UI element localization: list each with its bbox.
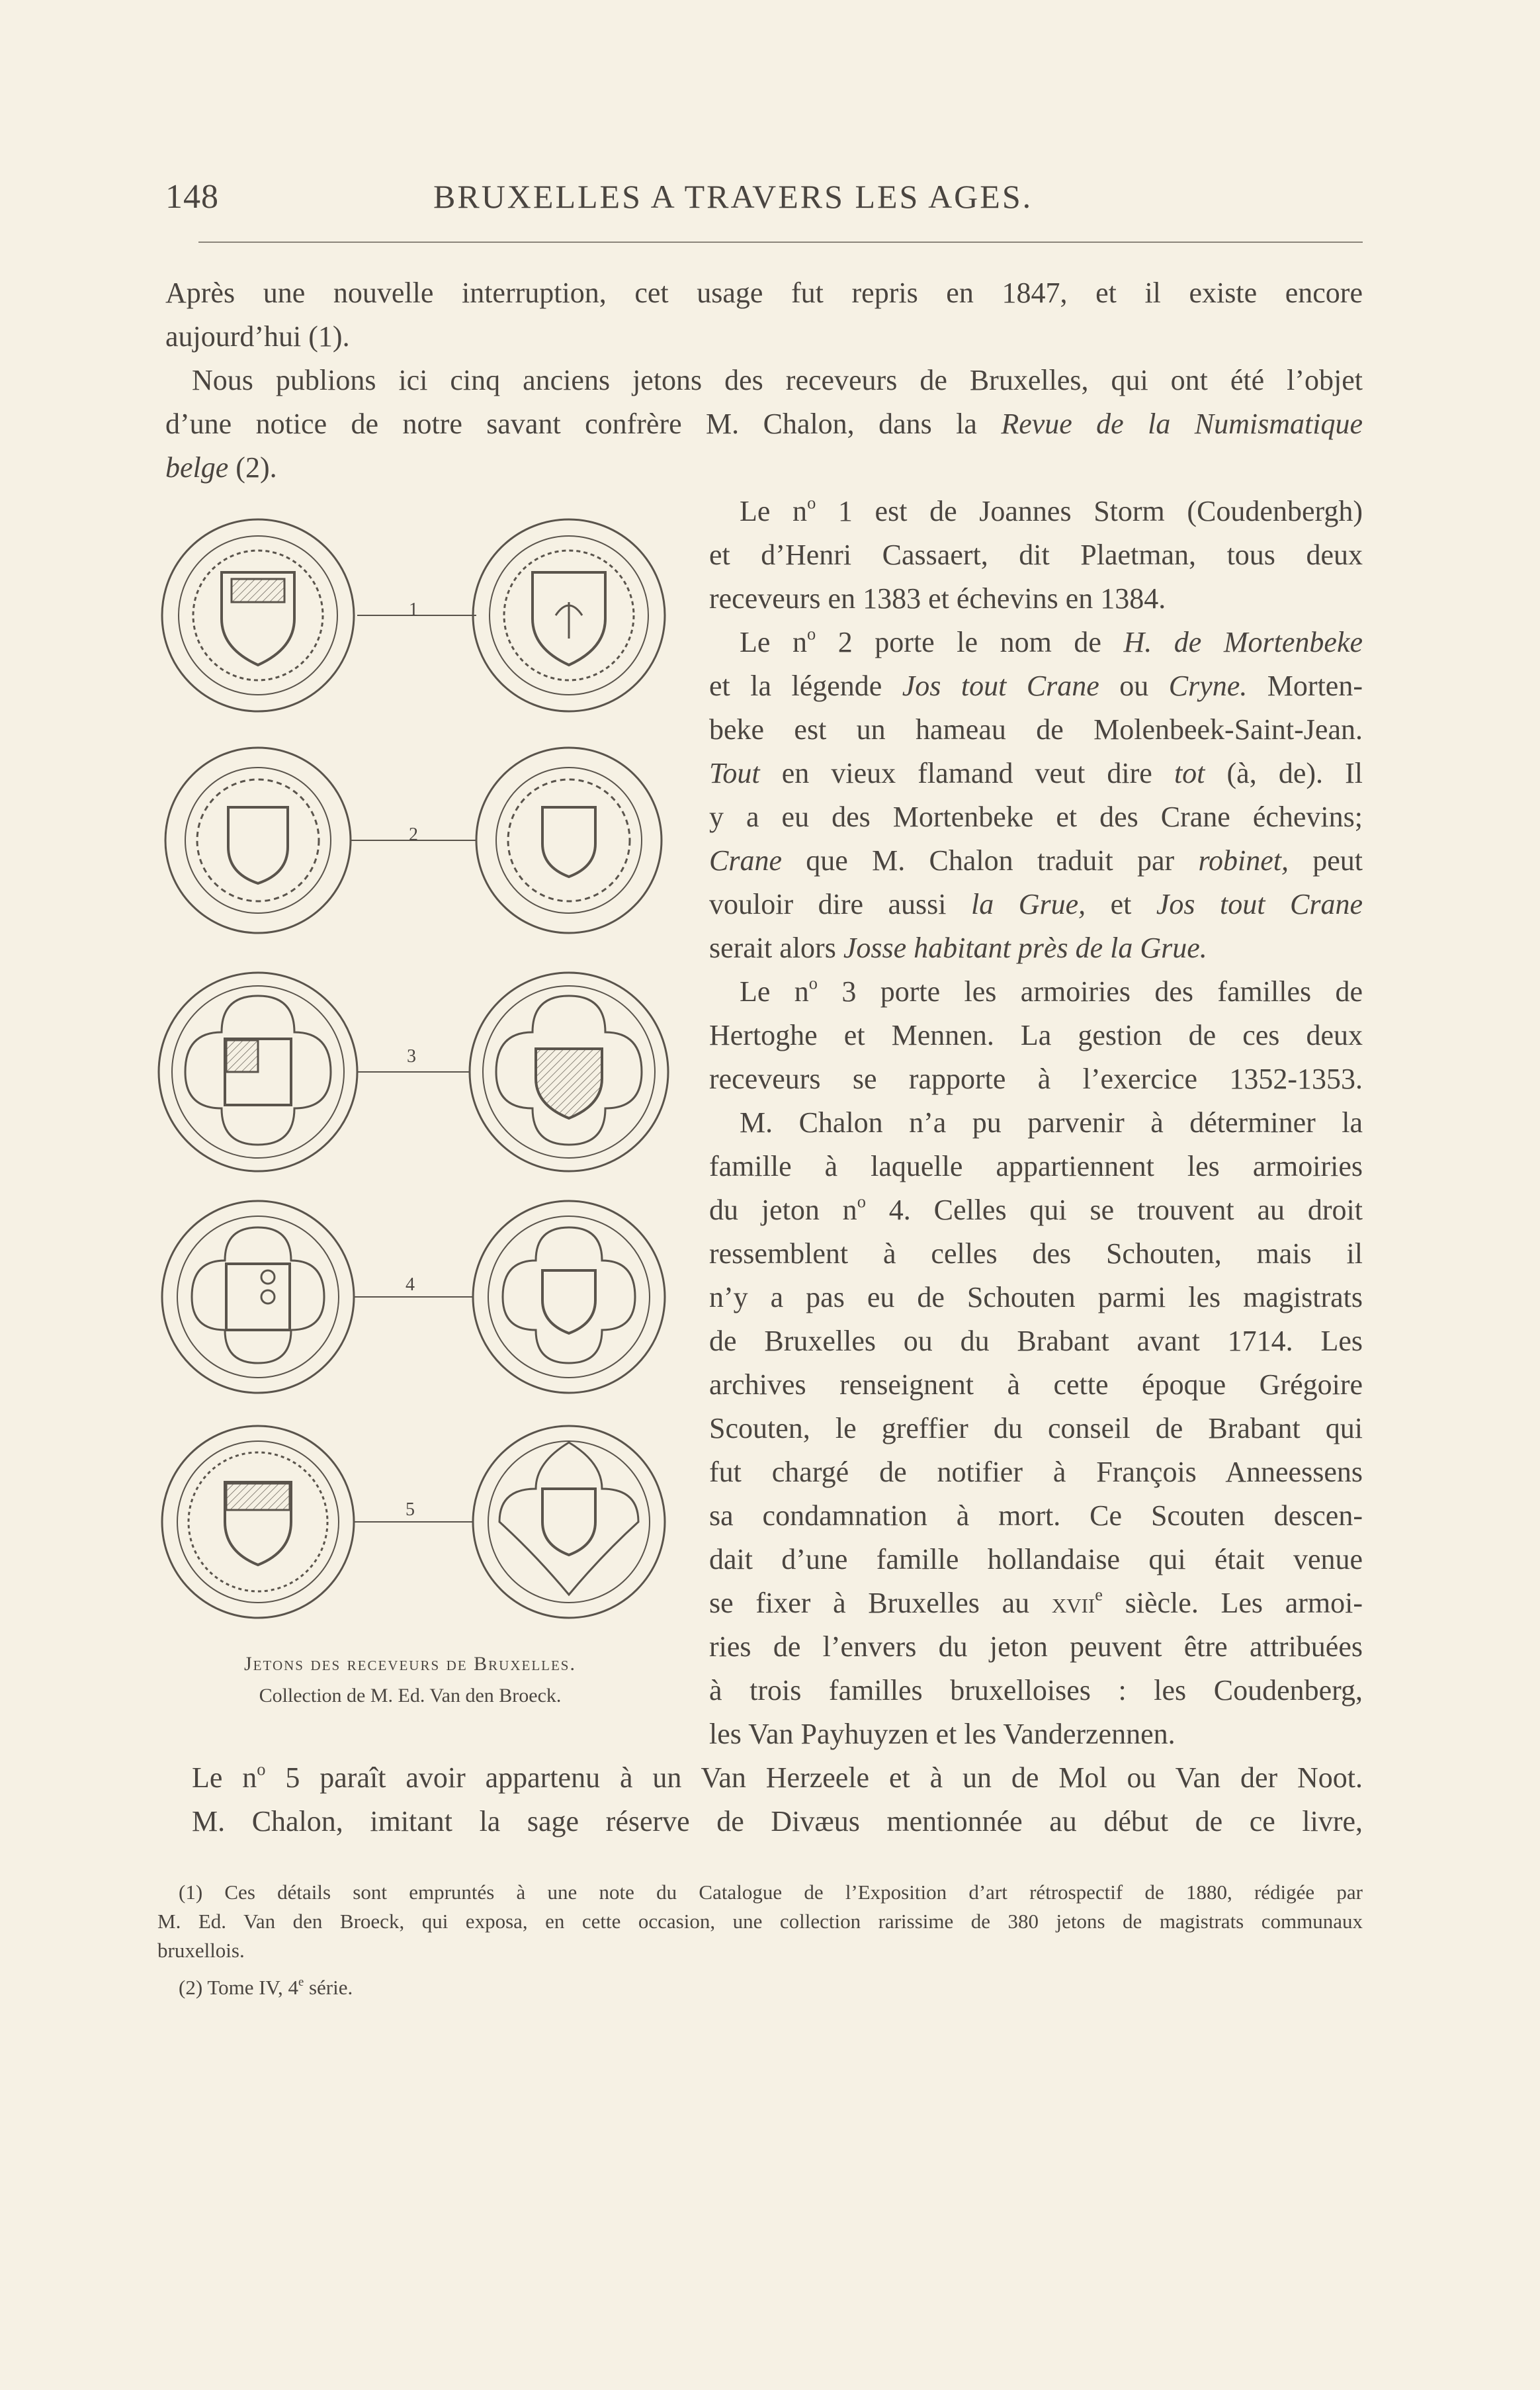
- intro-line-5: belge (2).: [165, 451, 277, 484]
- right-line-27: ries de l’envers du jeton peuvent être attribuées: [709, 1630, 1363, 1663]
- jeton-2-reverse: [476, 748, 662, 933]
- right-line-28: à trois familles bruxelloises : les Coudenberg,: [709, 1674, 1363, 1706]
- footnote-1-line-1: (1) Ces détails sont empruntés à une note du Catalogue de l’Exposition d’art rétrospectif de 1880, rédigée par: [179, 1881, 1363, 1904]
- right-line-23: fut chargé de notifier à François Anneessens: [709, 1456, 1363, 1488]
- jeton-number-4: 4: [406, 1274, 415, 1295]
- right-line-7: Tout en vieux flamand veut dire tot (à, de). Il: [709, 757, 1363, 789]
- right-line-12: Le $n^o$ 3 porte les armoiries des familles de: [740, 973, 1363, 1008]
- right-line-29: les Van Payhuyzen et les Vanderzennen.: [709, 1718, 1176, 1750]
- jeton-3-reverse: [470, 973, 668, 1171]
- right-line-14: receveurs se rapporte à l’exercice 1352-1353.: [709, 1063, 1363, 1095]
- right-line-16: famille à laquelle appartiennent les armoiries: [709, 1150, 1363, 1182]
- right-line-6: beke est un hameau de Molenbeek-Saint-Jean.: [709, 713, 1363, 746]
- right-line-9: Crane que M. Chalon traduit par robinet, peut: [709, 844, 1363, 877]
- page-number: 148: [165, 178, 219, 216]
- jetons-illustration: [152, 509, 675, 1648]
- jeton-number-2: 2: [409, 824, 418, 845]
- figure-caption-collection: Collection de M. Ed. Van den Broeck.: [259, 1685, 562, 1706]
- jeton-number-1: 1: [409, 599, 418, 620]
- jeton-3-obverse: [159, 973, 357, 1171]
- right-line-22: Scouten, le greffier du conseil de Brabant qui: [709, 1412, 1363, 1444]
- right-line-24: sa condamnation à mort. Ce Scouten descen-: [709, 1499, 1363, 1532]
- jeton-1-reverse: [473, 519, 665, 711]
- closing-line-1: Le $n^o$ 5 paraît avoir appartenu à un Van Herzeele et à un de Mol ou Van der Noot.: [192, 1759, 1363, 1794]
- running-title: BRUXELLES A TRAVERS LES AGES.: [433, 178, 1033, 215]
- right-line-1: Le $n^o$ 1 est de Joannes Storm (Coudenbergh): [740, 492, 1363, 527]
- intro-line-4: d’une notice de notre savant confrère M. Chalon, dans la Revue de la Numismatique: [165, 408, 1363, 440]
- right-line-2: et d’Henri Cassaert, dit Plaetman, tous deux: [709, 539, 1363, 571]
- right-line-21: archives renseignent à cette époque Grégoire: [709, 1368, 1363, 1401]
- right-line-25: dait d’une famille hollandaise qui était venue: [709, 1543, 1363, 1575]
- footnote-2: (2) Tome IV, 4e série.: [179, 1974, 353, 1999]
- intro-line-1: Après une nouvelle interruption, cet usage fut repris en 1847, et il existe encore: [165, 277, 1363, 309]
- right-line-11: serait alors Josse habitant près de la Grue.: [709, 932, 1207, 964]
- footnote-1-line-2: M. Ed. Van den Broeck, qui exposa, en cette occasion, une collection rarissime de 380 jetons de magistrats communaux: [157, 1910, 1363, 1933]
- right-line-17: du jeton $n^o$ 4. Celles qui se trouvent au droit: [709, 1191, 1363, 1226]
- right-line-10: vouloir dire aussi la Grue, et Jos tout Crane: [709, 888, 1363, 920]
- jeton-4-obverse: [162, 1201, 354, 1393]
- intro-line-2: aujourd’hui (1).: [165, 320, 350, 353]
- jeton-5-reverse: [473, 1426, 665, 1618]
- right-line-13: Hertoghe et Mennen. La gestion de ces deux: [709, 1019, 1363, 1051]
- jeton-1-obverse: [162, 519, 354, 711]
- figure-caption-title: Jetons des receveurs de Bruxelles.: [244, 1653, 576, 1675]
- right-line-18: ressemblent à celles des Schouten, mais il: [709, 1237, 1363, 1270]
- footnote-1-line-3: bruxellois.: [157, 1939, 245, 1962]
- jeton-4-reverse: [473, 1201, 665, 1393]
- right-line-5: et la légende Jos tout Crane ou Cryne. Morten-: [709, 670, 1363, 702]
- right-line-4: Le $n^o$ 2 porte le nom de H. de Mortenbeke: [740, 623, 1363, 658]
- right-line-3: receveurs en 1383 et échevins en 1384.: [709, 582, 1166, 615]
- right-line-8: y a eu des Mortenbeke et des Crane échevins;: [709, 801, 1363, 833]
- jeton-number-5: 5: [406, 1499, 415, 1520]
- right-line-26: se fixer à Bruxelles au xvii$^e$ siècle. Les armoi-: [709, 1584, 1363, 1619]
- intro-line-3: Nous publions ici cinq anciens jetons des receveurs de Bruxelles, qui ont été l’objet: [192, 364, 1363, 396]
- closing-line-2: M. Chalon, imitant la sage réserve de Divæus mentionnée au début de ce livre,: [192, 1805, 1363, 1837]
- right-line-20: de Bruxelles ou du Brabant avant 1714. Les: [709, 1325, 1363, 1357]
- right-line-15: M. Chalon n’a pu parvenir à déterminer la: [740, 1106, 1363, 1139]
- jeton-2-obverse: [165, 748, 351, 933]
- jeton-5-obverse: [162, 1426, 354, 1618]
- right-line-19: n’y a pas eu de Schouten parmi les magistrats: [709, 1281, 1363, 1313]
- header-rule: [198, 242, 1363, 243]
- jeton-number-3: 3: [407, 1046, 416, 1067]
